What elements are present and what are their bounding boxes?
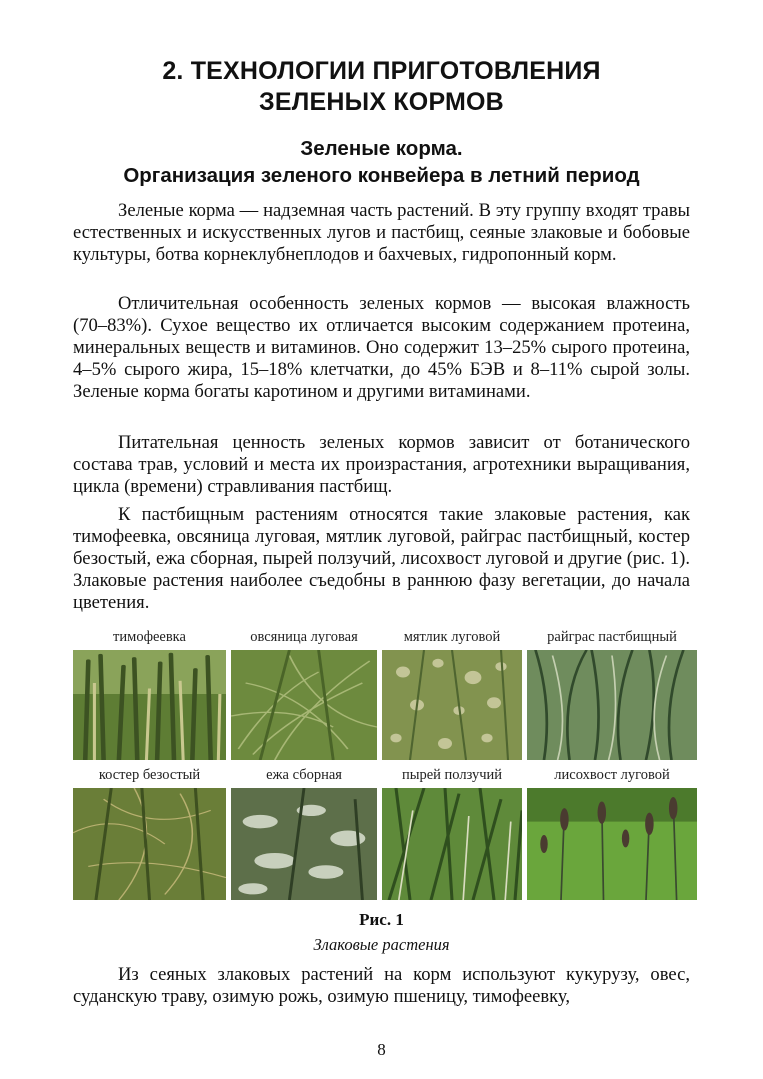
photo-caption: костер безостый [98, 767, 201, 783]
section-title [0, 135, 763, 189]
figure-cell-cocksfoot [231, 766, 377, 902]
figure-cell-fescue [231, 628, 377, 760]
section-title-line-1: Зеленые корма. [300, 137, 463, 160]
paragraph-1: Зеленые корма — надземная часть растений. В эту группу входят травы естественных и искусственных лугов и пастбищ, сеяные злаковые и бобовые культуры, ботва корнеклубнеплодов и бахчевых, гидропонный корм. [73, 200, 690, 265]
section-title-line-2: Организация зеленого конвейера в летний период [123, 164, 640, 187]
figure-cell-bluegrass [382, 628, 522, 760]
paragraph-2: Отличительная особенность зеленых кормов — высокая влажность (70–83%). Сухое вещество их отличается высоким содержанием протеина, минеральных веществ и витаминов. Оно содержит 13–25% сырого протеина, 4–5% сырого жира, 15–18% клетчатки, до 45% БЭВ и 8–11% сырой золы. Зеленые корма богаты каротином и другими витаминами. [73, 293, 690, 402]
photo-ryegrass [527, 650, 697, 760]
chapter-title-line-1: 2. ТЕХНОЛОГИИ ПРИГОТОВЛЕНИЯ [162, 57, 601, 85]
chapter-title-line-2: ЗЕЛЕНЫХ КОРМОВ [259, 88, 504, 116]
photo-caption: ежа сборная [266, 767, 342, 783]
paragraph-5: Из сеяных злаковых растений на корм используют кукурузу, овес, суданскую траву, озимую рожь, озимую пшеницу, тимофеевку, [73, 964, 690, 1007]
photo-caption: тимофеевка [113, 629, 186, 645]
chapter-title [0, 56, 763, 118]
photo-foxtail [527, 788, 697, 900]
photo-cocksfoot [231, 788, 377, 900]
figure-cell-couch-grass [382, 766, 522, 902]
photo-bluegrass [382, 650, 522, 760]
photo-caption: лисохвост луговой [554, 767, 670, 783]
paragraph-3: Питательная ценность зеленых кормов зависит от ботанического состава трав, условий и места их произрастания, агротехники выращивания, цикла (времени) стравливания пастбищ. [73, 432, 690, 497]
figure-label: Рис. 1 [359, 910, 404, 929]
photo-fescue [231, 650, 377, 760]
photo-caption: мятлик луговой [403, 629, 501, 645]
figure-caption: Злаковые растения [313, 935, 450, 954]
paragraph-4: К пастбищным растениям относятся такие злаковые растения, как тимофеевка, овсяница луговая, мятлик луговой, райграс пастбищный, костер безостый, ежа сборная, пырей ползучий, лисохвост луговой и другие (рис. 1). Злаковые растения наиболее съедобны в раннюю фазу вегетации, до начала цветения. [73, 504, 690, 613]
photo-couch-grass [382, 788, 522, 900]
page-number: 8 [377, 1040, 386, 1059]
photo-caption: пырей ползучий [401, 767, 503, 783]
figure-cell-brome [73, 766, 226, 902]
figure-cell-foxtail [527, 766, 697, 902]
figure-grass-photos [73, 628, 697, 902]
figure-cell-ryegrass [527, 628, 697, 760]
photo-brome [73, 788, 226, 900]
photo-timothy [73, 650, 226, 760]
figure-cell-timothy [73, 628, 226, 760]
photo-caption: райграс пастбищный [547, 629, 677, 645]
photo-caption: овсяница луговая [250, 629, 358, 645]
